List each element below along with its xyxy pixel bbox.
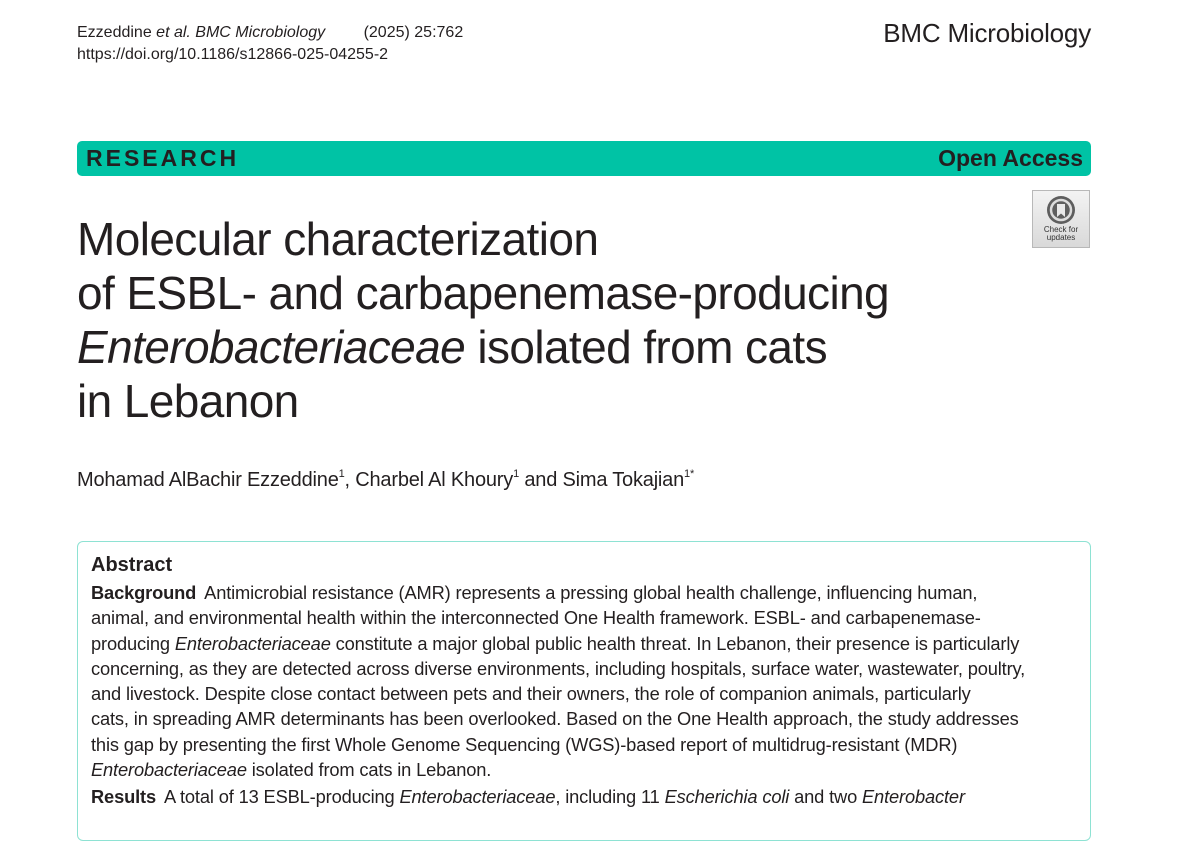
abstract-italic-taxon: Enterobacteriaceae bbox=[91, 759, 247, 781]
abstract-text-segment: concerning, as they are detected across diverse environments, including hospitals, surface water, wastewater, poultry, bbox=[91, 657, 1026, 679]
abstract-line bbox=[91, 580, 1078, 605]
article-type-banner bbox=[77, 141, 1091, 176]
citation-first-author: Ezzeddine bbox=[77, 24, 152, 41]
journal-name: BMC Microbiology bbox=[883, 18, 1091, 48]
title-line-2: of ESBL- and carbapenemase-producing bbox=[77, 267, 890, 319]
citation-year-volume: (2025) 25:762 bbox=[363, 24, 464, 41]
abstract-italic-taxon: Enterobacter bbox=[862, 786, 965, 808]
abstract-text-segment: isolated from cats in Lebanon. bbox=[246, 759, 492, 781]
citation-header bbox=[77, 22, 463, 66]
background-label: Background bbox=[91, 582, 197, 603]
abstract-italic-taxon: Escherichia coli bbox=[664, 786, 790, 808]
results-label: Results bbox=[91, 786, 156, 808]
abstract-line bbox=[91, 681, 1078, 706]
abstract-line bbox=[91, 706, 1078, 731]
abstract-italic-taxon: Enterobacteriaceae bbox=[399, 786, 556, 808]
author-name[interactable]: Mohamad AlBachir Ezzeddine bbox=[77, 469, 339, 491]
abstract-text-segment: cats, in spreading AMR determinants has been overlooked. Based on the One Health approach, the study addresses bbox=[91, 708, 1019, 730]
badge-line-2: updates bbox=[1046, 233, 1076, 242]
title-line-1: Molecular characterization bbox=[77, 213, 599, 265]
abstract-line bbox=[91, 656, 1078, 681]
check-for-updates-label bbox=[1033, 226, 1089, 242]
abstract-text-segment: and livestock. Despite close contact between pets and their owners, the role of companion animals, particularly bbox=[91, 683, 971, 705]
author-separator: , bbox=[344, 469, 356, 491]
abstract-background bbox=[91, 580, 1078, 810]
abstract-results-line bbox=[91, 784, 1078, 809]
citation-line bbox=[77, 22, 463, 44]
abstract-line bbox=[91, 732, 1078, 757]
title-line-3: isolated from cats bbox=[465, 321, 827, 373]
author-name[interactable]: Sima Tokajian bbox=[562, 469, 685, 491]
abstract-text-segment: producing bbox=[91, 632, 175, 654]
abstract-box bbox=[77, 541, 1091, 841]
author-affiliation: 1* bbox=[684, 468, 695, 480]
abstract-line bbox=[91, 605, 1078, 630]
author-list bbox=[77, 468, 694, 492]
abstract-heading: Abstract bbox=[91, 554, 173, 576]
badge-line-1: Check for bbox=[1043, 225, 1079, 234]
abstract-line bbox=[91, 757, 1078, 782]
title-line-4: in Lebanon bbox=[77, 375, 299, 427]
open-access-label: Open Access bbox=[938, 145, 1083, 171]
check-for-updates-badge[interactable] bbox=[1032, 190, 1090, 248]
article-type-label: RESEARCH bbox=[86, 145, 240, 171]
abstract-text-segment: this gap by presenting the first Whole Genome Sequencing (WGS)-based report of multidrug-resistant (MDR) bbox=[91, 733, 958, 755]
abstract-text-segment: , including 11 bbox=[555, 786, 665, 808]
article-title bbox=[77, 212, 1017, 428]
author-affiliation: 1 bbox=[338, 468, 345, 480]
abstract-italic-taxon: Enterobacteriaceae bbox=[174, 632, 331, 654]
author-affiliation: 1 bbox=[513, 468, 519, 480]
abstract-line bbox=[91, 631, 1078, 656]
author-name[interactable]: Charbel Al Khoury bbox=[355, 469, 514, 491]
citation-etal-journal: et al. BMC Microbiology bbox=[156, 24, 326, 41]
title-italic-taxon: Enterobacteriaceae bbox=[77, 321, 466, 373]
author-separator: and bbox=[519, 469, 563, 491]
abstract-text-segment: A total of 13 ESBL-producing bbox=[164, 786, 400, 808]
abstract-text-segment: Antimicrobial resistance (AMR) represents a pressing global health challenge, influencing human, bbox=[204, 582, 978, 603]
abstract-text-segment: animal, and environmental health within the interconnected One Health framework. ESBL- and carbapenemase- bbox=[91, 607, 981, 629]
abstract-text-segment: and two bbox=[789, 786, 863, 808]
doi-link[interactable]: https://doi.org/10.1186/s12866-025-04255-2 bbox=[77, 46, 389, 63]
check-for-updates-icon bbox=[1046, 195, 1076, 225]
abstract-text-segment: constitute a major global public health threat. In Lebanon, their presence is particularly bbox=[330, 632, 1020, 654]
